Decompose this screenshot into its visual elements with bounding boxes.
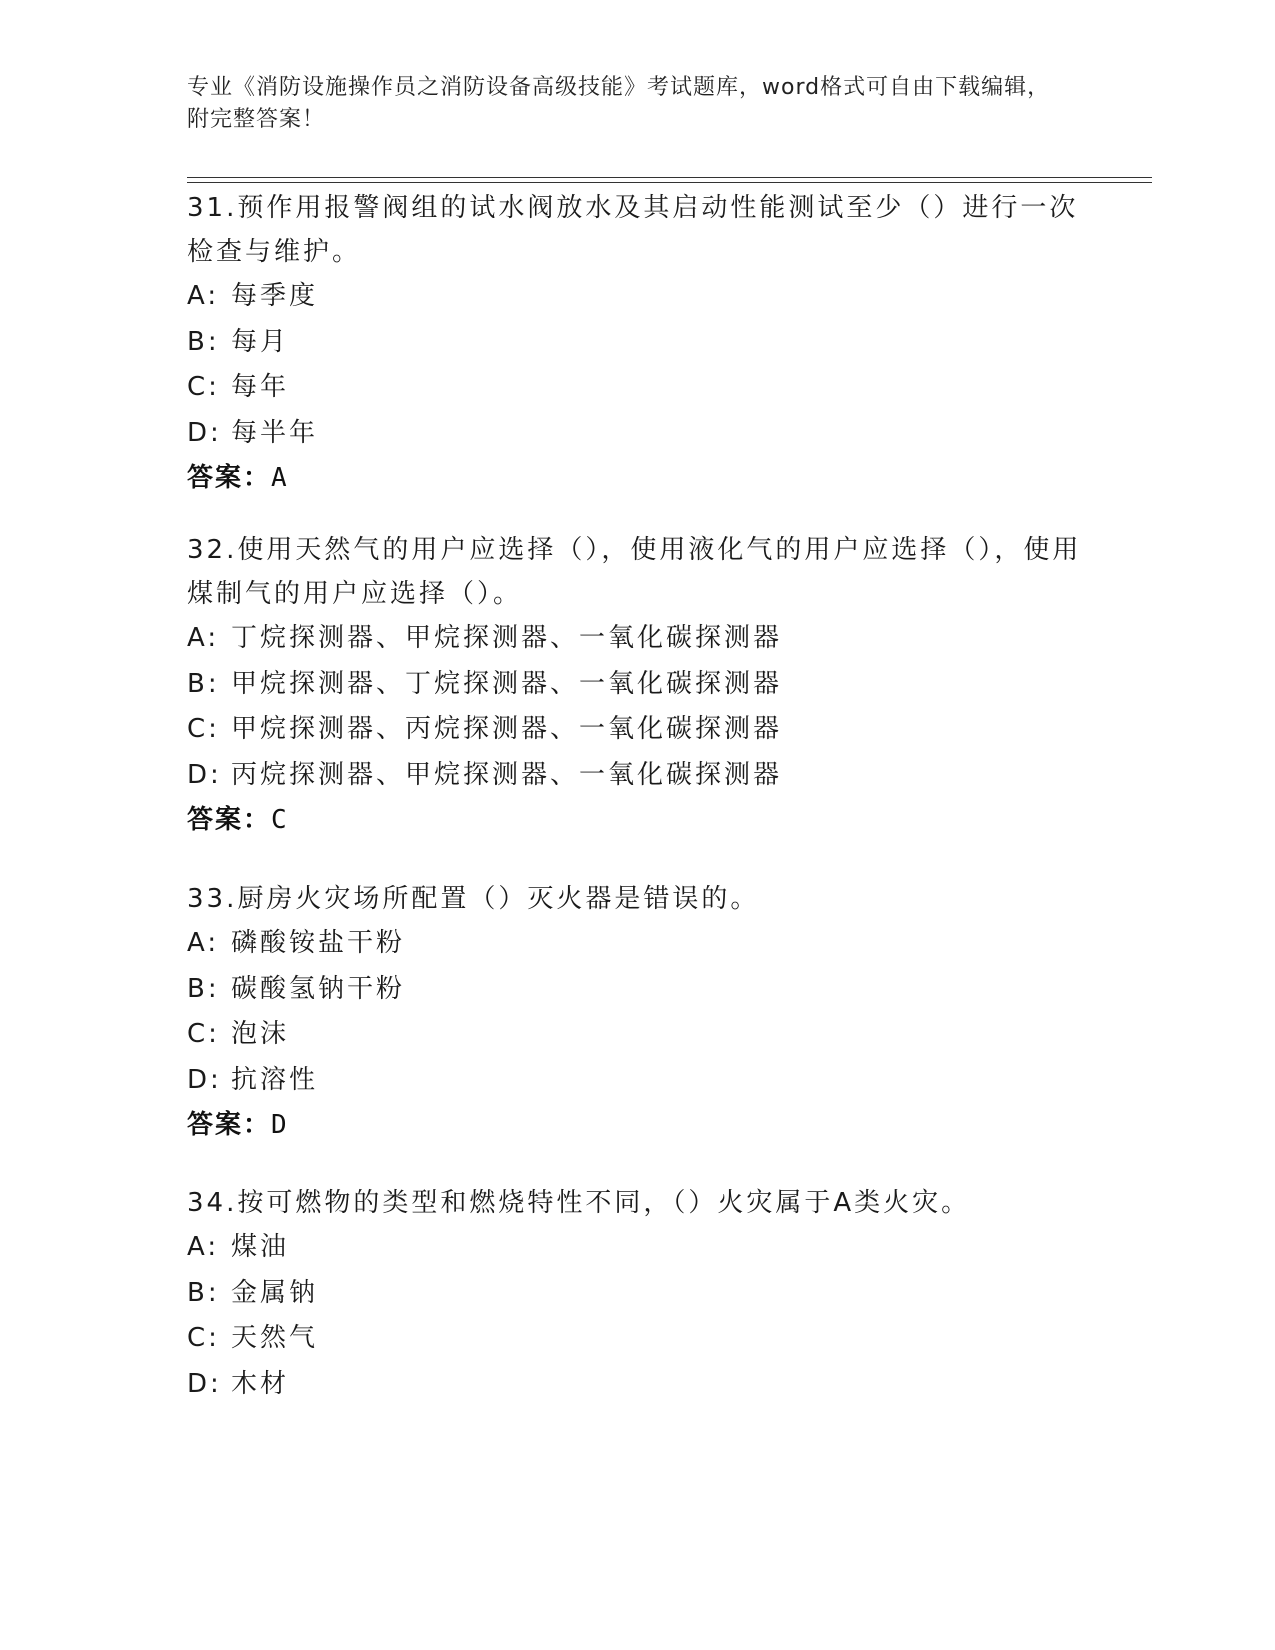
question-32 (187, 528, 1087, 844)
option-c (187, 1012, 1087, 1058)
option-c (187, 1316, 1087, 1362)
question-stem: 32.使用天然气的用户应选择（），使用液化气的用户应选择（），使用煤制气的用户应选择（）。 (187, 535, 1082, 609)
option-d (187, 411, 1087, 457)
option-d (187, 1058, 1087, 1104)
option-b (187, 967, 1087, 1013)
answer-label: 答案： (187, 1110, 272, 1140)
option-text: 木材 (231, 1368, 290, 1399)
question-34 (187, 1181, 1087, 1407)
option-letter: B: (187, 1277, 220, 1308)
option-c (187, 365, 1087, 411)
option-letter: C: (187, 1019, 220, 1049)
option-b (187, 1271, 1087, 1317)
header-divider-bottom (187, 182, 1152, 183)
option-letter: B: (187, 973, 220, 1004)
answer-label: 答案： (187, 463, 272, 493)
option-b (187, 320, 1087, 366)
option-text: 每半年 (231, 417, 319, 448)
answer-label: 答案： (187, 805, 272, 835)
option-text: 甲烷探测器、丙烷探测器、一氧化碳探测器 (231, 714, 783, 744)
option-letter: A: (187, 928, 220, 958)
option-d (187, 753, 1087, 799)
document-intro: 专业《消防设施操作员之消防设备高级技能》考试题库，word格式可自由下载编辑，附完整答案！ (187, 75, 1051, 132)
option-text: 泡沫 (231, 1019, 290, 1049)
option-text: 丁烷探测器、甲烷探测器、一氧化碳探测器 (231, 623, 783, 653)
option-letter: D: (187, 1064, 222, 1095)
option-text: 煤油 (231, 1232, 290, 1262)
option-letter: D: (187, 417, 222, 448)
option-text: 抗溶性 (231, 1064, 319, 1095)
option-a (187, 921, 1087, 967)
option-text: 金属钠 (231, 1277, 319, 1308)
option-letter: B: (187, 668, 220, 699)
answer-line (187, 456, 1087, 502)
option-letter: A: (187, 1232, 220, 1262)
option-text: 甲烷探测器、丁烷探测器、一氧化碳探测器 (231, 668, 783, 699)
option-text: 每年 (231, 372, 290, 402)
question-stem: 33.厨房火灾场所配置（）灭火器是错误的。 (187, 884, 760, 914)
question-stem: 34.按可燃物的类型和燃烧特性不同，（）火灾属于A类火灾。 (187, 1188, 971, 1218)
option-letter: C: (187, 1323, 220, 1353)
answer-value: A (271, 463, 287, 493)
answer-line (187, 798, 1087, 844)
option-text: 每月 (231, 326, 290, 357)
answer-value: D (271, 1110, 287, 1140)
option-text: 碳酸氢钠干粉 (231, 973, 406, 1004)
option-text: 天然气 (231, 1323, 319, 1353)
question-31 (187, 186, 1087, 502)
option-a (187, 274, 1087, 320)
option-c (187, 707, 1087, 753)
option-a (187, 616, 1087, 662)
option-letter: B: (187, 326, 220, 357)
option-text: 丙烷探测器、甲烷探测器、一氧化碳探测器 (231, 759, 783, 790)
option-text: 磷酸铵盐干粉 (231, 928, 406, 958)
option-a (187, 1225, 1087, 1271)
answer-line (187, 1103, 1087, 1149)
option-text: 每季度 (231, 281, 319, 311)
option-b (187, 662, 1087, 708)
option-letter: D: (187, 1368, 222, 1399)
option-letter: A: (187, 623, 220, 653)
answer-value: C (271, 805, 287, 835)
option-d (187, 1362, 1087, 1408)
option-letter: D: (187, 759, 222, 790)
option-letter: C: (187, 372, 220, 402)
option-letter: A: (187, 281, 220, 311)
question-33 (187, 877, 1087, 1149)
question-stem: 31.预作用报警阀组的试水阀放水及其启动性能测试至少（）进行一次检查与维护。 (187, 193, 1079, 267)
header-divider-top (187, 177, 1152, 178)
option-letter: C: (187, 714, 220, 744)
